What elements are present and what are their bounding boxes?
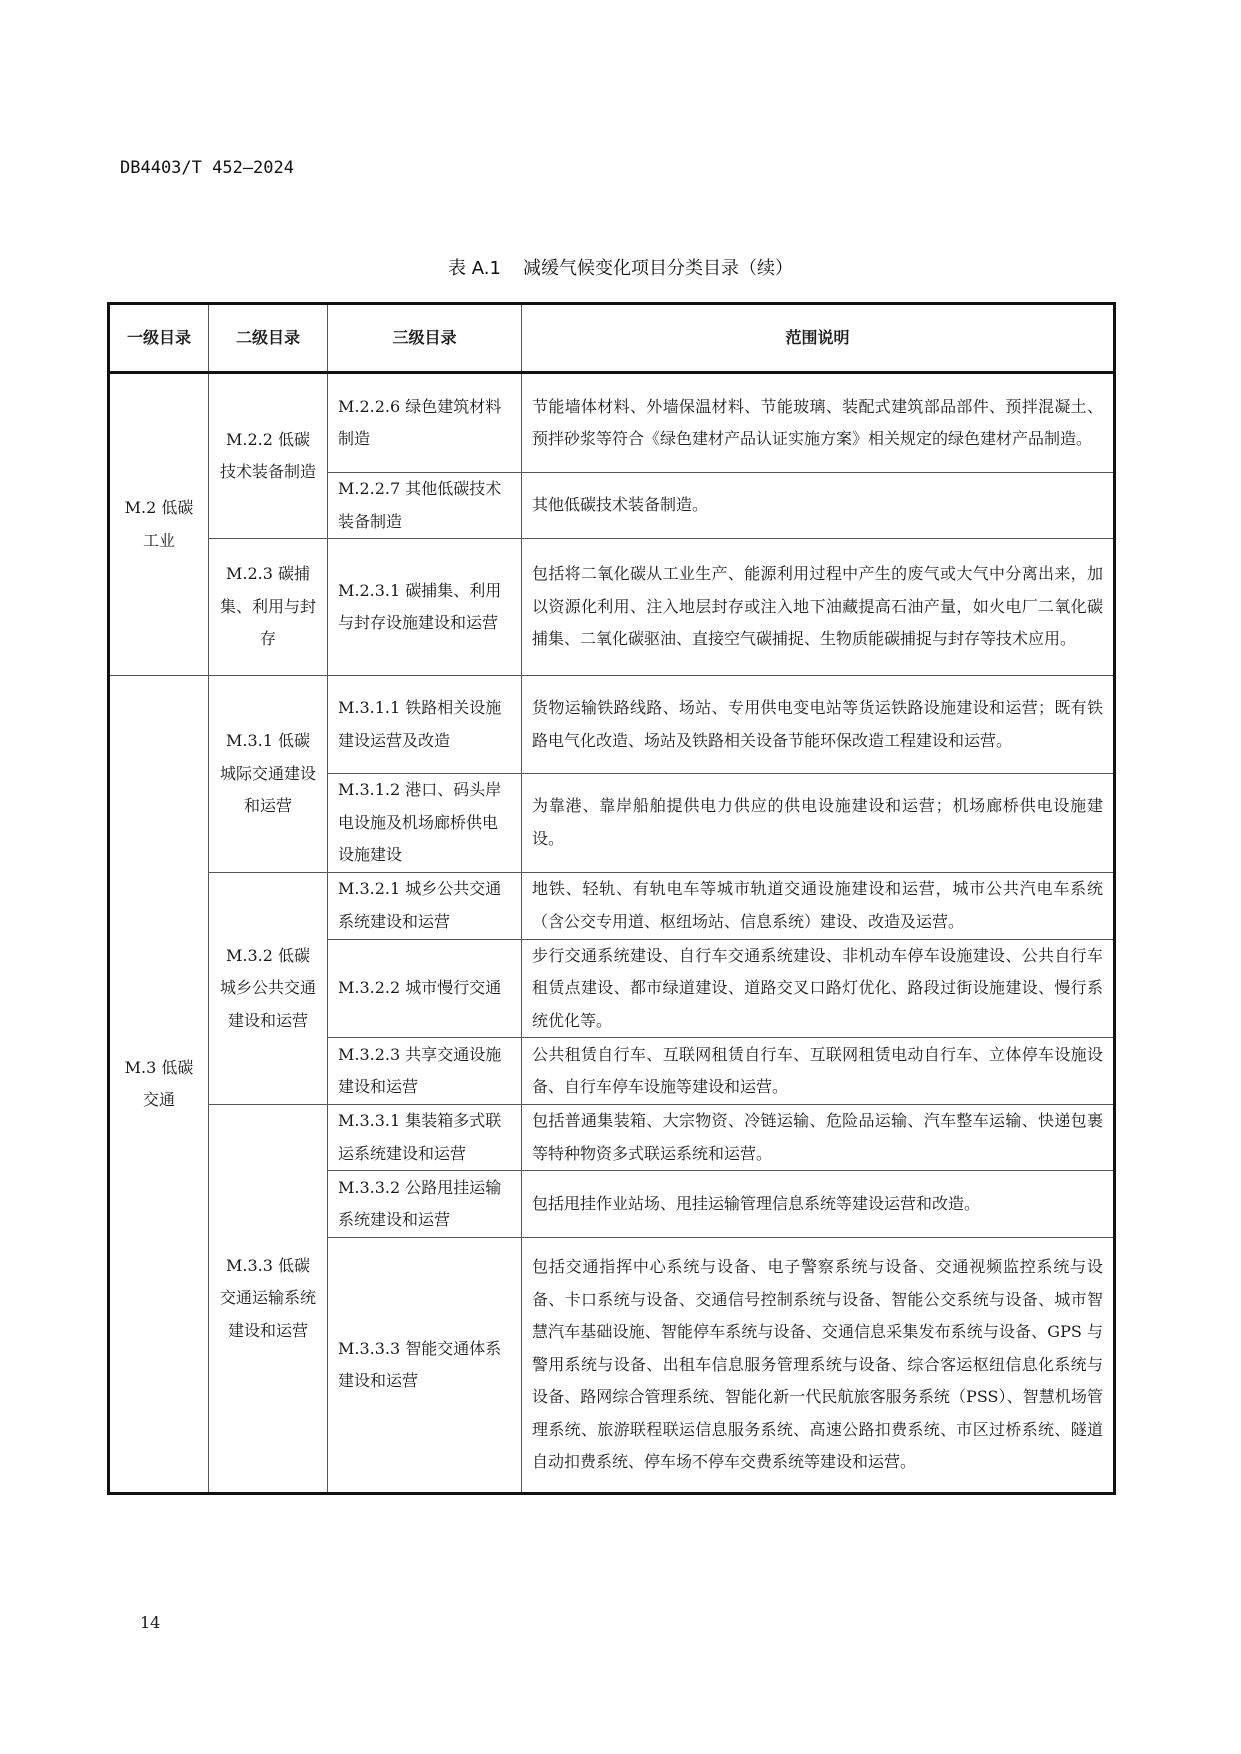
level3-cell: M.3.3.1 集装箱多式联运系统建设和运营 bbox=[328, 1105, 522, 1171]
level3-cell: M.3.3.2 公路甩挂运输系统建设和运营 bbox=[328, 1171, 522, 1238]
table-caption-number: 表 A.1 bbox=[448, 258, 501, 279]
table-row bbox=[109, 872, 1115, 939]
classification-table bbox=[107, 302, 1116, 1495]
description-cell: 节能墙体材料、外墙保温材料、节能玻璃、装配式建筑部品部件、预拌混凝土、预拌砂浆等符合《绿色建材产品认证实施方案》相关规定的绿色建材产品制造。 bbox=[522, 373, 1115, 473]
level3-cell: M.3.2.2 城市慢行交通 bbox=[328, 939, 522, 1038]
level2-cell: M.2.3 碳捕集、利用与封存 bbox=[209, 539, 328, 676]
table-row bbox=[109, 373, 1115, 473]
level3-cell: M.3.1.2 港口、码头岸电设施及机场廊桥供电设施建设 bbox=[328, 774, 522, 873]
level3-cell: M.2.2.6 绿色建筑材料制造 bbox=[328, 373, 522, 473]
description-cell: 包括甩挂作业站场、甩挂运输管理信息系统等建设运营和改造。 bbox=[522, 1171, 1115, 1238]
description-cell: 地铁、轻轨、有轨电车等城市轨道交通设施建设和运营，城市公共汽电车系统（含公交专用道、枢纽场站、信息系统）建设、改造及运营。 bbox=[522, 872, 1115, 939]
header-level3: 三级目录 bbox=[328, 304, 522, 373]
page-number: 14 bbox=[140, 1613, 161, 1632]
description-cell: 步行交通系统建设、自行车交通系统建设、非机动车停车设施建设、公共自行车租赁点建设、都市绿道建设、道路交叉口路灯优化、路段过街设施建设、慢行系统优化等。 bbox=[522, 939, 1115, 1038]
level2-cell: M.3.1 低碳城际交通建设和运营 bbox=[209, 676, 328, 873]
level1-cell: M.2 低碳工业 bbox=[109, 373, 209, 676]
description-cell: 包括交通指挥中心系统与设备、电子警察系统与设备、交通视频监控系统与设备、卡口系统与设备、交通信号控制系统与设备、智能公交系统与设备、城市智慧汽车基础设施、智能停车系统与设备、交通信息采集发布系统与设备、GPS 与警用系统与设备、出租车信息服务管理系统与设备、综合客运枢纽信息化系统与设备、路网综合管理系统、智能化新一代民航旅客服务系统（PSS）、智慧机场管理系统、旅游联程联运信息服务系统、高速公路扣费系统、市区过桥系统、隧道自动扣费系统、停车场不停车交费系统等建设和运营。 bbox=[522, 1238, 1115, 1494]
level3-cell: M.3.1.1 铁路相关设施建设运营及改造 bbox=[328, 676, 522, 774]
table-caption-title: 减缓气候变化项目分类目录（续） bbox=[522, 258, 793, 279]
description-cell: 公共租赁自行车、互联网租赁自行车、互联网租赁电动自行车、立体停车设施设备、自行车停车设施等建设和运营。 bbox=[522, 1038, 1115, 1105]
level3-cell: M.3.2.1 城乡公共交通系统建设和运营 bbox=[328, 872, 522, 939]
level1-cell: M.3 低碳交通 bbox=[109, 676, 209, 1494]
description-cell: 其他低碳技术装备制造。 bbox=[522, 473, 1115, 539]
header-level2: 二级目录 bbox=[209, 304, 328, 373]
level2-cell: M.2.2 低碳技术装备制造 bbox=[209, 373, 328, 539]
table-row bbox=[109, 676, 1115, 774]
header-level1: 一级目录 bbox=[109, 304, 209, 373]
table-header-row bbox=[109, 304, 1115, 373]
table-row bbox=[109, 539, 1115, 676]
level3-cell: M.2.3.1 碳捕集、利用与封存设施建设和运营 bbox=[328, 539, 522, 676]
description-cell: 包括普通集装箱、大宗物资、冷链运输、危险品运输、汽车整车运输、快递包裹等特种物资多式联运系统和运营。 bbox=[522, 1105, 1115, 1171]
level3-cell: M.3.2.3 共享交通设施建设和运营 bbox=[328, 1038, 522, 1105]
description-cell: 为靠港、靠岸船舶提供电力供应的供电设施建设和运营；机场廊桥供电设施建设。 bbox=[522, 774, 1115, 873]
level3-cell: M.2.2.7 其他低碳技术装备制造 bbox=[328, 473, 522, 539]
header-scope-description: 范围说明 bbox=[522, 304, 1115, 373]
description-cell: 货物运输铁路线路、场站、专用供电变电站等货运铁路设施建设和运营；既有铁路电气化改造、场站及铁路相关设备节能环保改造工程建设和运营。 bbox=[522, 676, 1115, 774]
table-row bbox=[109, 1105, 1115, 1171]
document-standard-number: DB4403/T 452—2024 bbox=[120, 158, 294, 178]
level2-cell: M.3.2 低碳城乡公共交通建设和运营 bbox=[209, 872, 328, 1105]
description-cell: 包括将二氧化碳从工业生产、能源利用过程中产生的废气或大气中分离出来，加以资源化利用、注入地层封存或注入地下油藏提高石油产量，如火电厂二氧化碳捕集、二氧化碳驱油、直接空气碳捕捉、生物质能碳捕捉与封存等技术应用。 bbox=[522, 539, 1115, 676]
level2-cell: M.3.3 低碳交通运输系统建设和运营 bbox=[209, 1105, 328, 1494]
level3-cell: M.3.3.3 智能交通体系建设和运营 bbox=[328, 1238, 522, 1494]
table-caption bbox=[0, 254, 1241, 280]
